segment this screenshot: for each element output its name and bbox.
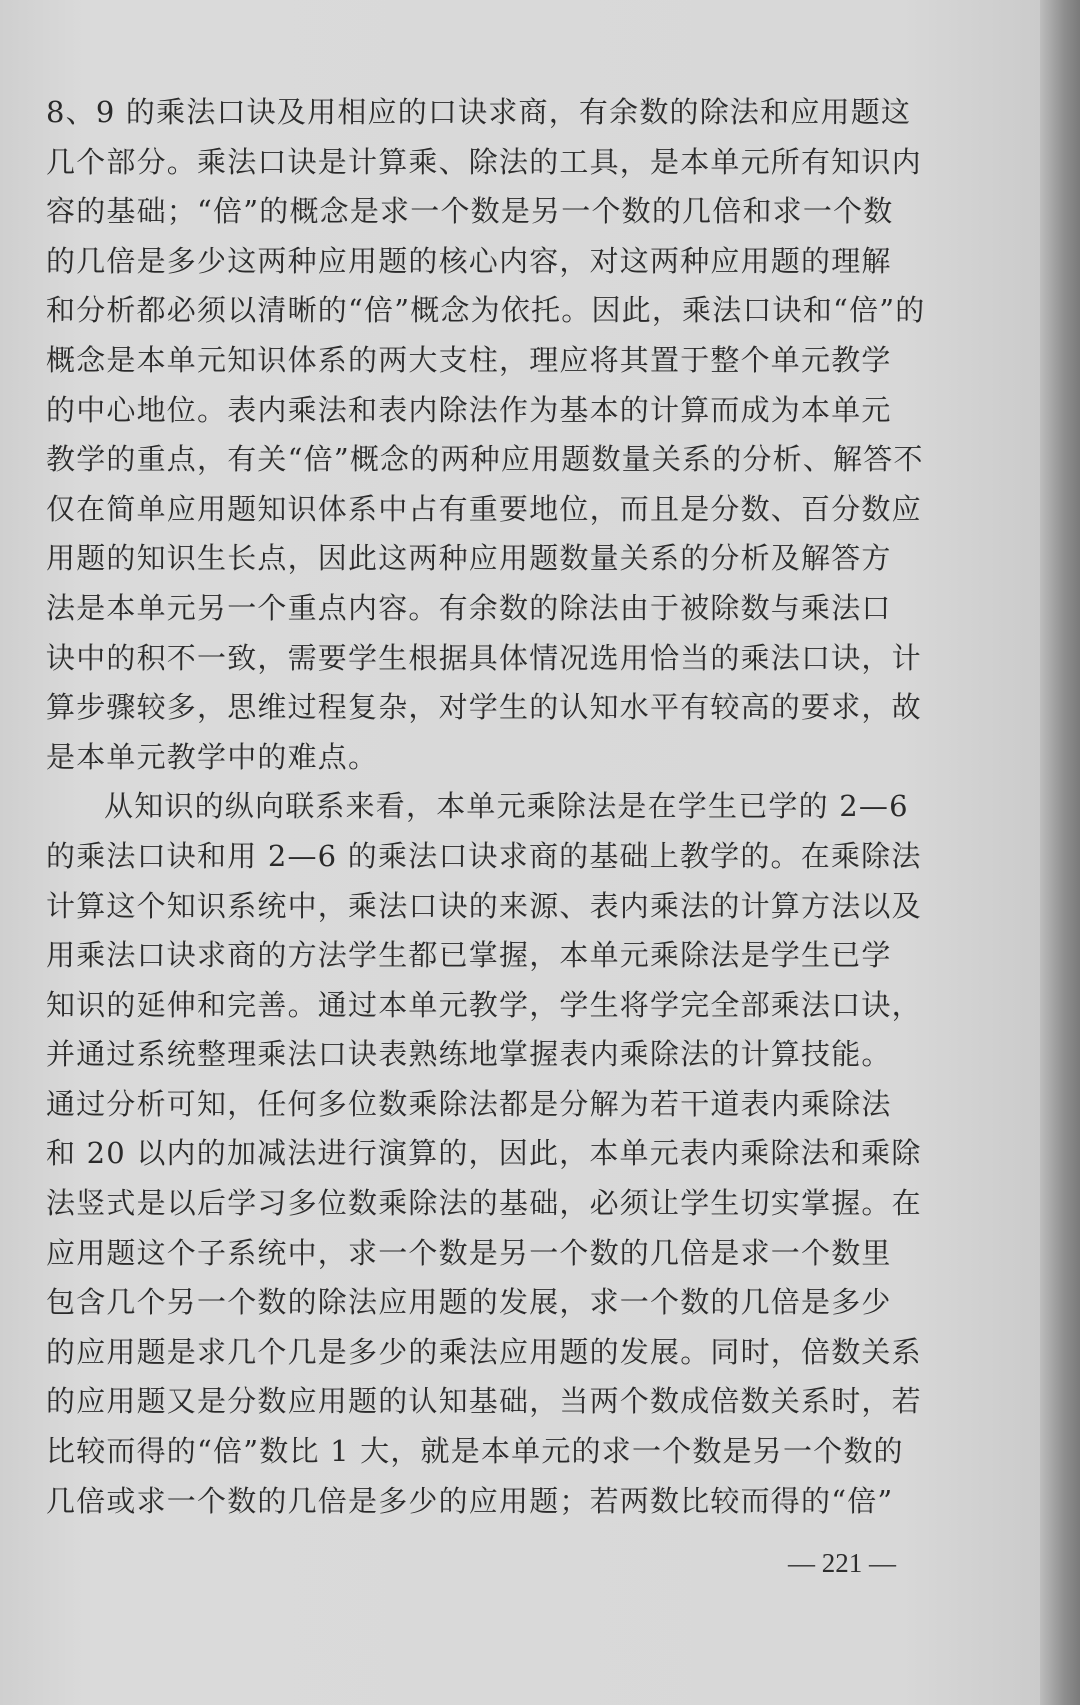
text-line: 法是本单元另一个重点内容。有余数的除法由于被除数与乘法口 [46,590,892,625]
text-line: 并通过系统整理乘法口诀表熟练地掌握表内乘除法的计算技能。 [46,1037,892,1072]
text-line: 几个部分。乘法口诀是计算乘、除法的工具，是本单元所有知识内 [46,144,922,179]
text-line: 通过分析可知，任何多位数乘除法都是分解为若干道表内乘除法 [46,1086,892,1121]
text-line: 用乘法口诀求商的方法学生都已掌握，本单元乘除法是学生已学 [46,938,892,973]
text-line: 的应用题是求几个几是多少的乘法应用题的发展。同时，倍数关系 [46,1334,922,1369]
text-line: 教学的重点，有关“倍”概念的两种应用题数量关系的分析、解答不 [46,442,924,477]
text-line: 和 20 以内的加减法进行演算的，因此，本单元表内乘除法和乘除 [46,1136,922,1171]
text-line: 的乘法口诀和用 2—6 的乘法口诀求商的基础上教学的。在乘除法 [46,838,922,873]
text-line: 和分析都必须以清晰的“倍”概念为依托。因此，乘法口诀和“倍”的 [46,293,926,328]
page-number: — 221 — [788,1548,896,1578]
text-line: 知识的延伸和完善。通过本单元教学，学生将学完全部乘法口诀， [46,987,922,1022]
text-line: 几倍或求一个数的几倍是多少的应用题；若两数比较而得的“倍” [46,1483,894,1518]
text-line: 计算这个知识系统中，乘法口诀的来源、表内乘法的计算方法以及 [46,888,922,923]
text-line: 比较而得的“倍”数比 1 大，就是本单元的求一个数是另一个数的 [46,1434,904,1469]
text-line: 法竖式是以后学习多位数乘除法的基础，必须让学生切实掌握。在 [46,1186,922,1221]
text-line: 包含几个另一个数的除法应用题的发展，求一个数的几倍是多少 [46,1285,892,1320]
text-line: 诀中的积不一致，需要学生根据具体情况选用恰当的乘法口诀，计 [46,640,922,675]
text-line: 用题的知识生长点，因此这两种应用题数量关系的分析及解答方 [46,541,892,576]
text-line: 容的基础；“倍”的概念是求一个数是另一个数的几倍和求一个数 [46,194,894,229]
text-line: 8、9 的乘法口诀及用相应的口诀求商，有余数的除法和应用题这 [46,95,912,129]
text-line: 的几倍是多少这两种应用题的核心内容，对这两种应用题的理解 [46,243,892,278]
text-line: 概念是本单元知识体系的两大支柱，理应将其置于整个单元教学 [46,342,892,377]
text-line: 的应用题又是分数应用题的认知基础，当两个数成倍数关系时，若 [46,1384,922,1419]
text-line: 算步骤较多，思维过程复杂，对学生的认知水平有较高的要求，故 [46,690,922,725]
text-line: 是本单元教学中的难点。 [46,739,379,774]
paragraph-start-line: 从知识的纵向联系来看，本单元乘除法是在学生已学的 2—6 [104,789,909,824]
text-line: 应用题这个子系统中，求一个数是另一个数的几倍是求一个数里 [46,1235,892,1270]
text-line: 的中心地位。表内乘法和表内除法作为基本的计算而成为本单元 [46,392,892,427]
text-line: 仅在简单应用题知识体系中占有重要地位，而且是分数、百分数应 [46,491,922,526]
body-text [46,88,976,1526]
page-edge-shadow [1040,0,1080,1705]
